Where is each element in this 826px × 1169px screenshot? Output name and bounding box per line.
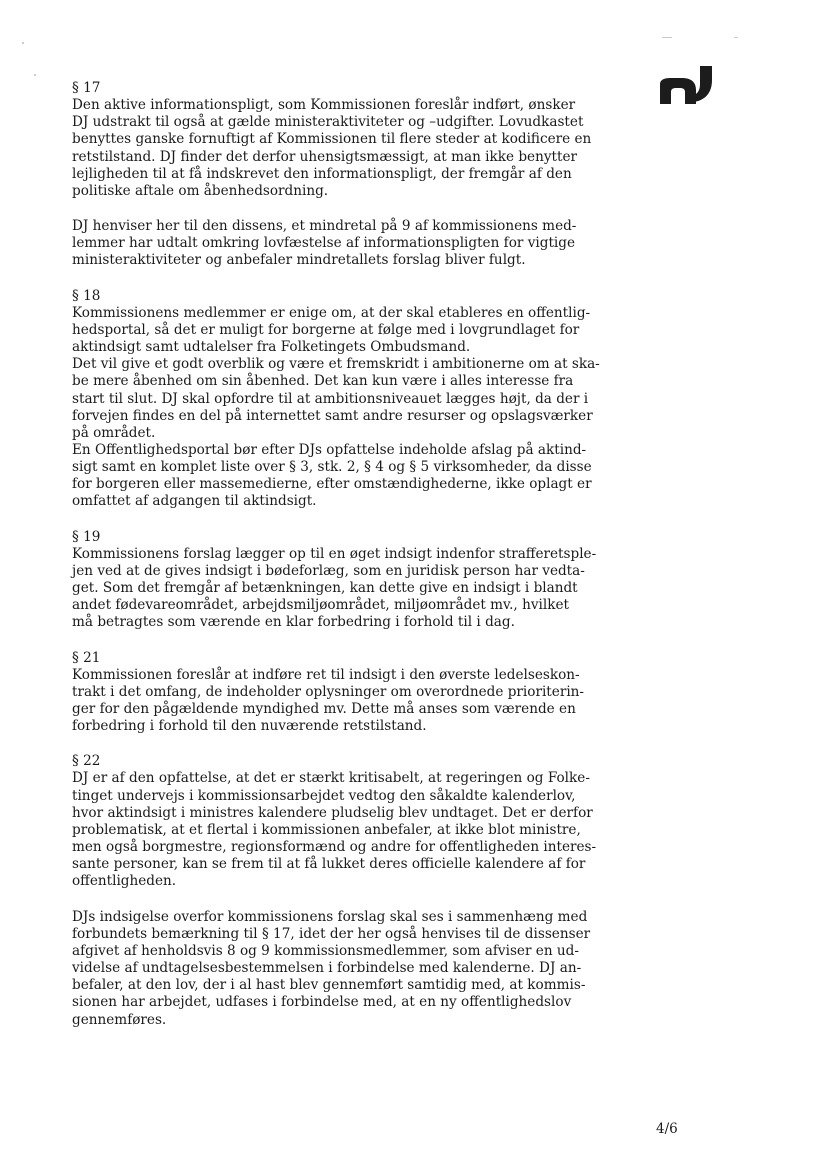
paragraph — [72, 667, 592, 736]
text-line: benyttes ganske fornuftigt af Kommissionen til flere steder at kodificere en — [72, 131, 592, 148]
text-line: hvor aktindsigt i ministres kalendere pludselig blev undtaget. Det er derfor — [72, 804, 593, 821]
paragraph — [72, 97, 592, 200]
paragraph — [72, 770, 597, 890]
section-heading: § 17 — [72, 80, 101, 96]
section-heading: § 21 — [72, 649, 101, 666]
text-line: for borgeren eller massemedierne, efter omstændighederne, ikke oplagt er — [72, 476, 592, 493]
text-line: lejligheden til at få indskrevet den informationspligt, der fremgår af den — [72, 165, 572, 182]
text-line: aktindsigt samt udtalelser fra Folketingets Ombudsmand. — [72, 339, 471, 356]
text-line: sante personer, kan se frem til at få lukket deres officielle kalendere af for — [72, 856, 586, 873]
text-line: DJ er af den opfattelse, at det er stærkt kritisabelt, at regeringen og Folke- — [72, 770, 590, 787]
paragraph — [72, 545, 597, 632]
text-line: problematisk, at et flertal i kommissionen anbefaler, at ikke blot ministre, — [72, 821, 581, 838]
section — [72, 287, 600, 511]
text-line: videlse af undtagelsesbestemmelsen i forbindelse med kalenderne. DJ an- — [72, 960, 582, 977]
text-line: andet fødevareområdet, arbejdsmiljøområdet, miljøområdet mv., hvilket — [72, 597, 569, 614]
text-line: afgivet af henholdsvis 8 og 9 kommissionsmedlemmer, som afviser en ud- — [72, 942, 579, 959]
text-line: trakt i det omfang, de indeholder oplysninger om overordnede prioriterin- — [72, 683, 585, 700]
text-line: En Offentlighedsportal bør efter DJs opfattelse indeholde afslag på aktind- — [72, 441, 587, 458]
text-line: befaler, at den lov, der i al hast blev gennemført samtidig med, at kommis- — [72, 977, 586, 994]
text-line: DJ henviser her til den dissens, et mindretal på 9 af kommissionens med- — [72, 218, 577, 235]
text-line: retstilstand. DJ finder det derfor uhensigtsmæssigt, at man ikke benytter — [72, 148, 577, 165]
scan-speck — [34, 74, 36, 76]
section — [72, 753, 597, 1028]
text-line: offentligheden. — [72, 873, 177, 890]
text-line: be mere åbenhed om sin åbenhed. Det kan kun være i alles interesse fra — [72, 373, 574, 390]
text-line: Det vil give et godt overblik og være et fremskridt i ambitionerne om at ska- — [72, 356, 600, 373]
scan-mark — [734, 37, 738, 38]
text-line: tinget undervejs i kommissionsarbejdet vedtog den såkaldte kalenderlov, — [72, 787, 576, 804]
document-body — [72, 80, 600, 1047]
text-line: på området. — [72, 424, 156, 441]
section-heading: § 18 — [72, 287, 101, 304]
paragraph — [72, 218, 592, 269]
scan-speck — [22, 42, 24, 44]
section — [72, 528, 597, 632]
text-line: forbedring i forhold til den nuværende retstilstand. — [72, 718, 427, 735]
scan-mark — [662, 37, 672, 38]
text-line: sigt samt en komplet liste over § 3, stk. 2, § 4 og § 5 virksomheder, da disse — [72, 459, 592, 476]
section — [72, 650, 592, 736]
text-line: men også borgmestre, regionsformænd og andre for offentligheden interes- — [72, 839, 597, 856]
text-line: forbundets bemærkning til § 17, idet der her også henvises til de dissenser — [72, 925, 591, 942]
text-line: ministeraktiviteter og anbefaler mindretallets forslag bliver fulgt. — [72, 252, 526, 269]
paragraph — [72, 304, 600, 511]
section-heading: § 22 — [72, 753, 101, 770]
text-line: lemmer har udtalt omkring lovfæstelse af informationspligten for vigtige — [72, 235, 575, 252]
text-line: politiske aftale om åbenhedsordning. — [72, 182, 329, 199]
page-number: 4/6 — [656, 1121, 678, 1137]
text-line: start til slut. DJ skal opfordre til at ambitionsniveauet lægges højt, da der i — [72, 390, 589, 407]
text-line: gennemføres. — [72, 1011, 167, 1028]
text-line: Kommissionens medlemmer er enige om, at der skal etableres en offentlig- — [72, 304, 591, 321]
paragraph — [72, 909, 592, 1029]
text-line: get. Som det fremgår af betænkningen, kan dette give en indsigt i blandt — [72, 580, 578, 597]
dj-logo — [660, 64, 724, 110]
text-line: Kommissionen foreslår at indføre ret til indsigt i den øverste ledelseskon- — [72, 666, 580, 683]
text-line: hedsportal, så det er muligt for borgerne at følge med i lovgrundlaget for — [72, 321, 580, 338]
section-heading: § 19 — [72, 528, 101, 545]
text-line: jen ved at de gives indsigt i bødeforlæg, som en juridisk person har vedta- — [72, 562, 585, 579]
text-line: ger for den pågældende myndighed mv. Dette må anses som værende en — [72, 701, 576, 717]
text-line: forvejen findes en del på internettet samt andre resurser og opslagsværker — [72, 407, 593, 424]
text-line: omfattet af adgangen til aktindsigt. — [72, 493, 317, 510]
text-line: DJs indsigelse overfor kommissionens forslag skal ses i sammenhæng med — [72, 908, 588, 925]
text-line: Kommissionens forslag lægger op til en øget indsigt indenfor strafferetsple- — [72, 545, 597, 562]
text-line: DJ udstrakt til også at gælde ministeraktiviteter og –udgifter. Lovudkastet — [72, 114, 584, 131]
text-line: må betragtes som værende en klar forbedring i forhold til i dag. — [72, 614, 515, 631]
text-line: Den aktive informationspligt, som Kommissionen foreslår indført, ønsker — [72, 97, 576, 114]
section — [72, 80, 592, 270]
text-line: sionen har arbejdet, udfases i forbindelse med, at en ny offentlighedslov — [72, 994, 572, 1011]
dj-logo-mark — [660, 64, 724, 110]
